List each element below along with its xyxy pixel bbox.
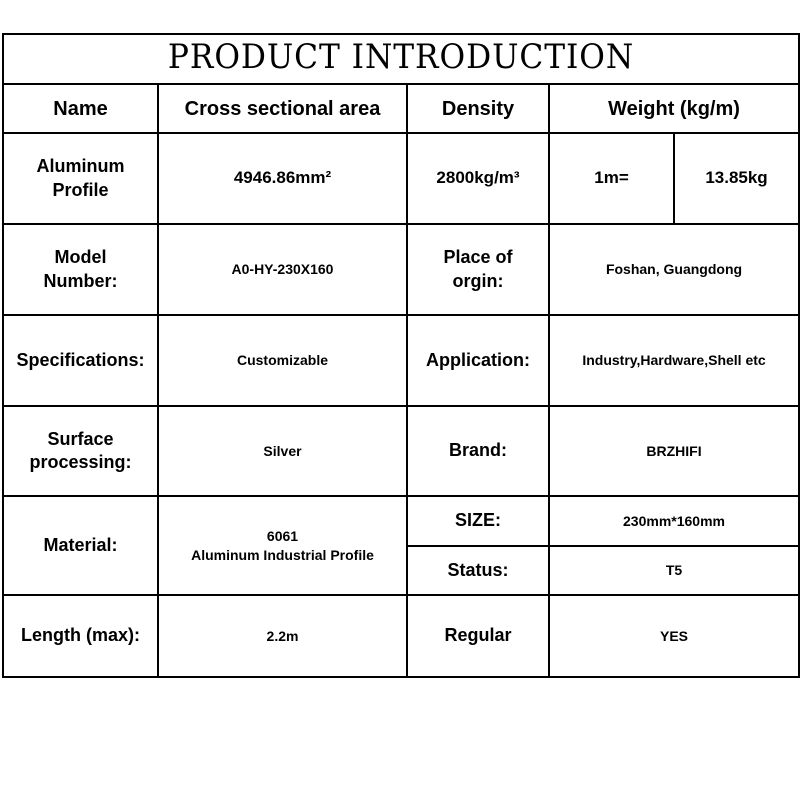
size-label: SIZE:: [407, 496, 549, 546]
regular-value: YES: [549, 595, 799, 677]
title-row: [3, 34, 799, 84]
page-title: PRODUCT INTRODUCTION: [167, 37, 635, 77]
brand-value: BRZHIFI: [549, 406, 799, 496]
model-number-value: A0-HY-230X160: [158, 224, 407, 315]
brand-label: Brand:: [407, 406, 549, 496]
table-row: [3, 496, 799, 546]
place-of-origin-value: Foshan, Guangdong: [549, 224, 799, 315]
table-row: [3, 406, 799, 496]
place-of-origin-label: Place of orgin:: [407, 224, 549, 315]
product-introduction-sheet: [2, 33, 798, 678]
density-value: 2800kg/m³: [407, 133, 549, 224]
length-max-value: 2.2m: [158, 595, 407, 677]
material-value: 6061 Aluminum Industrial Profile: [158, 496, 407, 595]
header-row: [3, 84, 799, 133]
model-number-label: Model Number:: [3, 224, 158, 315]
header-weight: Weight (kg/m): [549, 84, 799, 133]
specifications-value: Customizable: [158, 315, 407, 406]
length-max-label: Length (max):: [3, 595, 158, 677]
length-unit: 1m=: [549, 133, 674, 224]
application-label: Application:: [407, 315, 549, 406]
table-row: [3, 595, 799, 677]
size-value: 230mm*160mm: [549, 496, 799, 546]
regular-label: Regular: [407, 595, 549, 677]
weight-value: 13.85kg: [674, 133, 799, 224]
surface-processing-label: Surface processing:: [3, 406, 158, 496]
title-cell: [3, 34, 799, 84]
profile-name: Aluminum Profile: [3, 133, 158, 224]
header-name: Name: [3, 84, 158, 133]
status-value: T5: [549, 546, 799, 595]
material-label: Material:: [3, 496, 158, 595]
specifications-label: Specifications:: [3, 315, 158, 406]
cross-section-value: 4946.86mm²: [158, 133, 407, 224]
product-spec-table: [2, 33, 800, 678]
table-row: [3, 133, 799, 224]
surface-processing-value: Silver: [158, 406, 407, 496]
header-cross-section: Cross sectional area: [158, 84, 407, 133]
table-row: [3, 224, 799, 315]
header-density: Density: [407, 84, 549, 133]
application-value: Industry,Hardware,Shell etc: [549, 315, 799, 406]
status-label: Status:: [407, 546, 549, 595]
table-row: [3, 315, 799, 406]
